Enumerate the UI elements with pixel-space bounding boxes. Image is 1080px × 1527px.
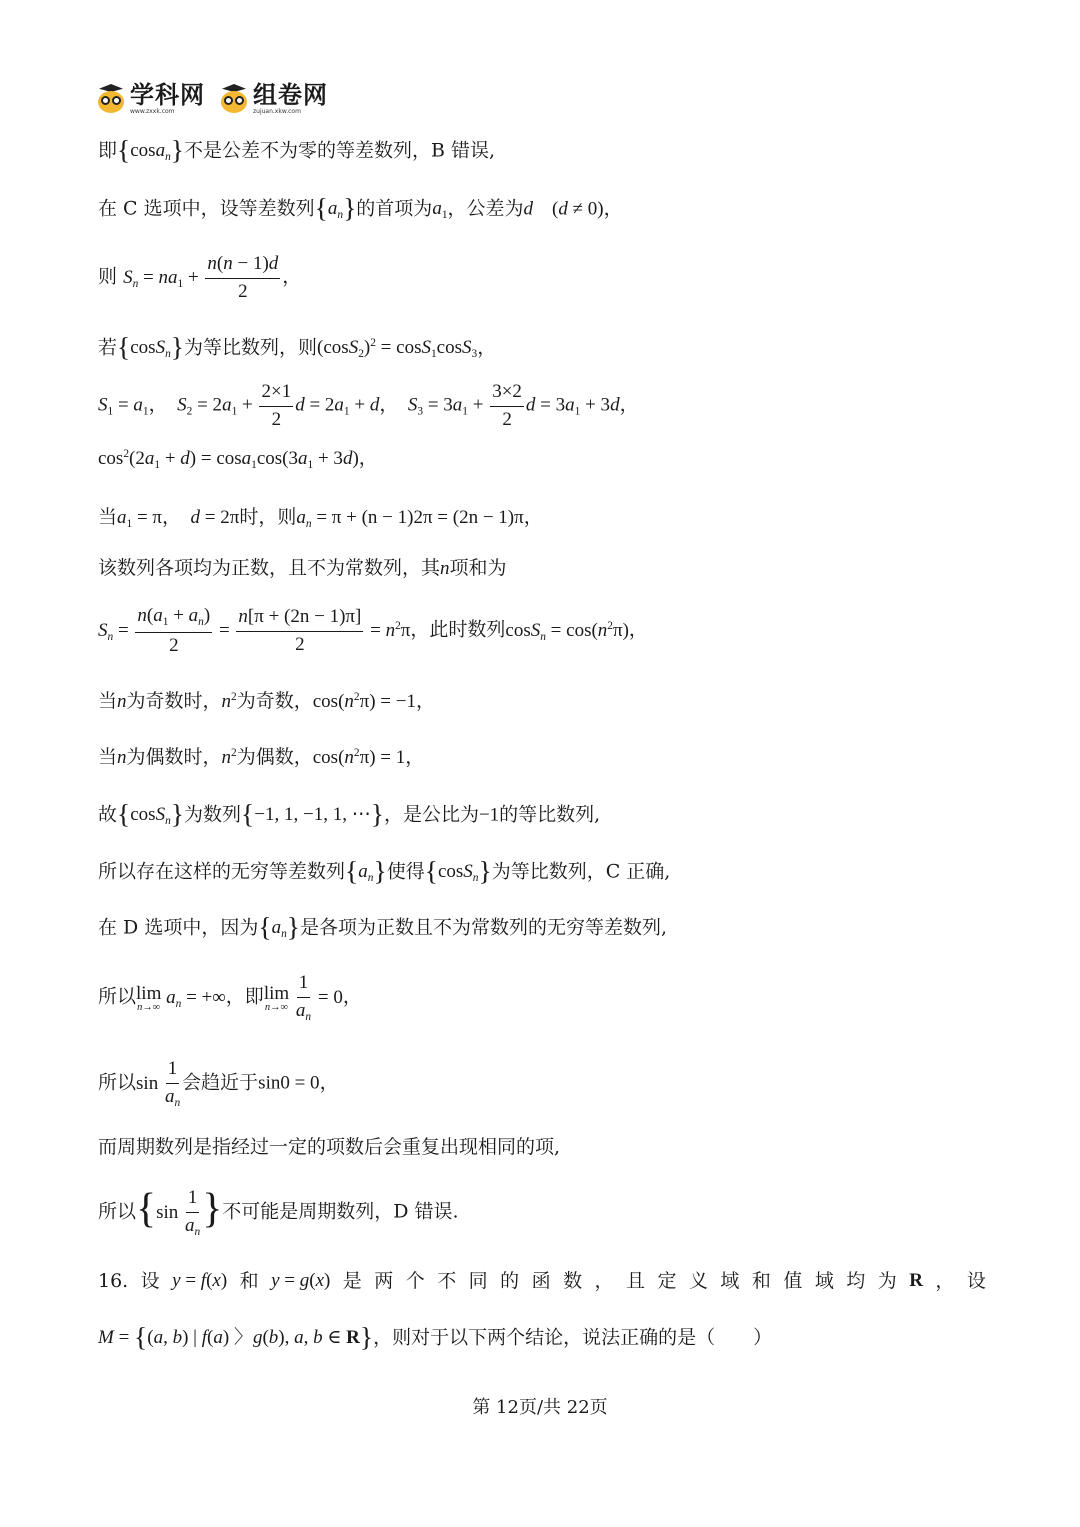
owl-icon <box>219 84 249 114</box>
header-logos <box>96 78 328 120</box>
owl-icon <box>96 84 126 114</box>
text-line-13: 所以存在这样的无穷等差数列$\{a_n\}$使得{cosS$_n$}为等比数列，C 正确, <box>98 855 671 886</box>
text-line-17: 而周期数列是指经过一定的项数后会重复出现相同的项, <box>98 1136 561 1158</box>
text-line-12: 故{cosS$_n$}为数列{−1, 1, −1, 1, ⋯}，是公比为−1的等比数列, <box>98 798 601 829</box>
text-line-5: $S_1 = a_1$， $S_2 = 2a_1$ + $\frac{2\times 1}{2}$ $d = 2a_1 + d$， $S_3 = 3a_1$ + $\frac{3\times 2}{2}$ $d = 3a_1 + 3d$， <box>98 381 639 430</box>
text-line-18: 所以{sin $\frac{1}{a_n}$ }不可能是周期数列，D 错误. <box>98 1185 459 1238</box>
text-line-10: 当n为奇数时，$n^2$为奇数，$\cos(n^2\pi) = -1$， <box>98 690 435 712</box>
text-line-9: $S_n$ = $\frac{n(a_1 + a_n)}{2}$ = $\frac{n[\pi + (2n - 1)\pi]}{2}$ = $n^2\pi$，此时数列$\cos S_n = \cos(n^2\pi)$， <box>98 605 648 656</box>
text-line-4: 若{cosS$_n$}为等比数列，则$(\cos S_2)^2 = \cos S_1\cos S_3$， <box>98 331 497 362</box>
xkw-logo <box>96 83 205 115</box>
text-line-1: 即{cosa$_n$}不是公差不为零的等差数列，B 错误, <box>98 134 496 165</box>
text-line-14: 在 D 选项中，因为$\{a_n\}$是各项为正数且不为常数列的无穷等差数列, <box>98 911 668 942</box>
question-16-line-2: M = {(a, b) | f(a) 〉g(b), a, b ∈ R}，则对于以下两个结论，说法正确的是（ ） <box>98 1321 773 1352</box>
logo1-url: www.zxxk.com <box>130 108 175 115</box>
text-line-16: 所以sin $\frac{1}{a_n}$ 会趋近于sin0 = 0， <box>98 1058 339 1109</box>
text-line-8: 该数列各项均为正数，且不为常数列，其n项和为 <box>98 557 507 579</box>
question-16-line-1: 16. 设 y = f(x) 和 y = g(x) 是 两 个 不 同 的 函 数 ， 且 定 义 域 和 值 域 均 为 R ， 设 <box>98 1270 986 1292</box>
text-line-15: 所以 lim n→∞ $a_n$ = +∞，即 lim n→∞ $\frac{1}{a_n}$ = 0， <box>98 972 362 1023</box>
logo2-name: 组卷网 <box>253 81 328 109</box>
text-line-3: 则 $S_n = na_1$ + $\frac{n(n - 1)d}{2}$ ， <box>98 253 302 302</box>
logo1-name: 学科网 <box>130 81 205 109</box>
page-footer: 第 12页/共 22页 <box>472 1397 608 1418</box>
text-line-2: 在 C 选项中，设等差数列$\{a_n\}$的首项为$a_1$，公差为d (d ≠ 0)， <box>98 192 623 223</box>
logo2-url: zujuan.xkw.com <box>253 108 301 115</box>
text-line-6: $\cos^2(2a_1 + d) = \cos a_1\cos(3a_1 + 3d)$， <box>98 448 378 471</box>
text-line-11: 当n为偶数时，$n^2$为偶数，$\cos(n^2\pi) = 1$， <box>98 746 425 768</box>
text-line-7: 当$a_1 = \pi$， d = 2π时，则$a_n = \pi + (n - 1)2\pi = (2n - 1)\pi$， <box>98 506 543 530</box>
zujuan-logo <box>219 83 328 115</box>
